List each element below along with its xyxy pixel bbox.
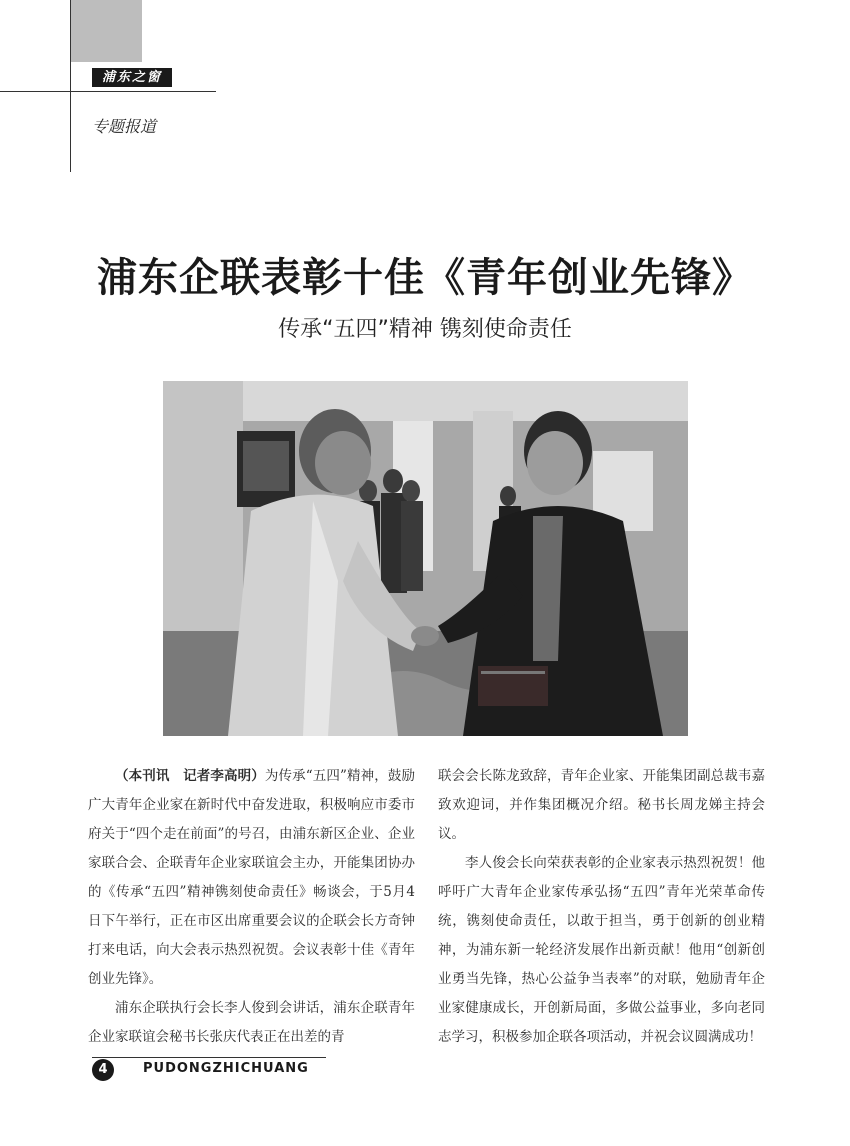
footer-rule bbox=[92, 1057, 326, 1058]
article-column-right bbox=[438, 762, 765, 1052]
event-photo-illustration bbox=[163, 381, 688, 736]
header-vertical-rule bbox=[70, 0, 71, 172]
magazine-name: PUDONGZHICHUANG bbox=[143, 1061, 309, 1076]
section-label: 专题报道 bbox=[92, 117, 157, 136]
paragraph: 联会会长陈龙致辞，青年企业家、开能集团副总裁韦嘉致欢迎词，并作集团概况介绍。秘书长周龙娣主持会议。 bbox=[438, 768, 765, 842]
paragraph: 浦东企联执行会长李人俊到会讲话，浦东企联青年企业家联谊会秘书长张庆代表正在出差的青 bbox=[88, 1000, 415, 1045]
article-title: 浦东企联表彰十佳《青年创业先锋》 bbox=[97, 255, 753, 301]
header-horizontal-rule bbox=[0, 91, 216, 92]
paragraph bbox=[88, 762, 415, 994]
paragraph: 李人俊会长向荣获表彰的企业家表示热烈祝贺！他呼吁广大青年企业家传承弘扬“五四”青年光荣革命传统，镌刻使命责任，以敢于担当，勇于创新的创业精神，为浦东新一轮经济发展作出新贡献！他用“创新创业勇当先锋，热心公益争当表率”的对联，勉励青年企业家健康成长，开创新局面，多做公益事业，多向老同志学习，积极参加企联各项活动，并祝会议圆满成功！ bbox=[438, 855, 765, 1045]
article-subtitle: 传承“五四”精神 镌刻使命责任 bbox=[278, 317, 572, 342]
event-photo bbox=[163, 381, 688, 736]
paragraph-text: 为传承“五四”精神，鼓励广大青年企业家在新时代中奋发进取，积极响应市委市府关于“四个走在前面”的号召，由浦东新区企业、企业家联合会、企联青年企业家联谊会主办，开能集团协办的《传承“五四”精神镌刻使命责任》畅谈会，于5月4日下午举行，正在市区出席重要会议的企联会长方奇钟打来电话，向大会表示热烈祝贺。会议表彰十佳《青年创业先锋》。 bbox=[88, 768, 415, 987]
magazine-badge: 浦东之窗 bbox=[92, 68, 172, 87]
article-column-left bbox=[88, 762, 415, 1052]
page-number: 4 bbox=[92, 1059, 114, 1081]
article-lead: （本刊讯 记者李高明） bbox=[115, 768, 265, 784]
header-grey-block bbox=[70, 0, 142, 62]
